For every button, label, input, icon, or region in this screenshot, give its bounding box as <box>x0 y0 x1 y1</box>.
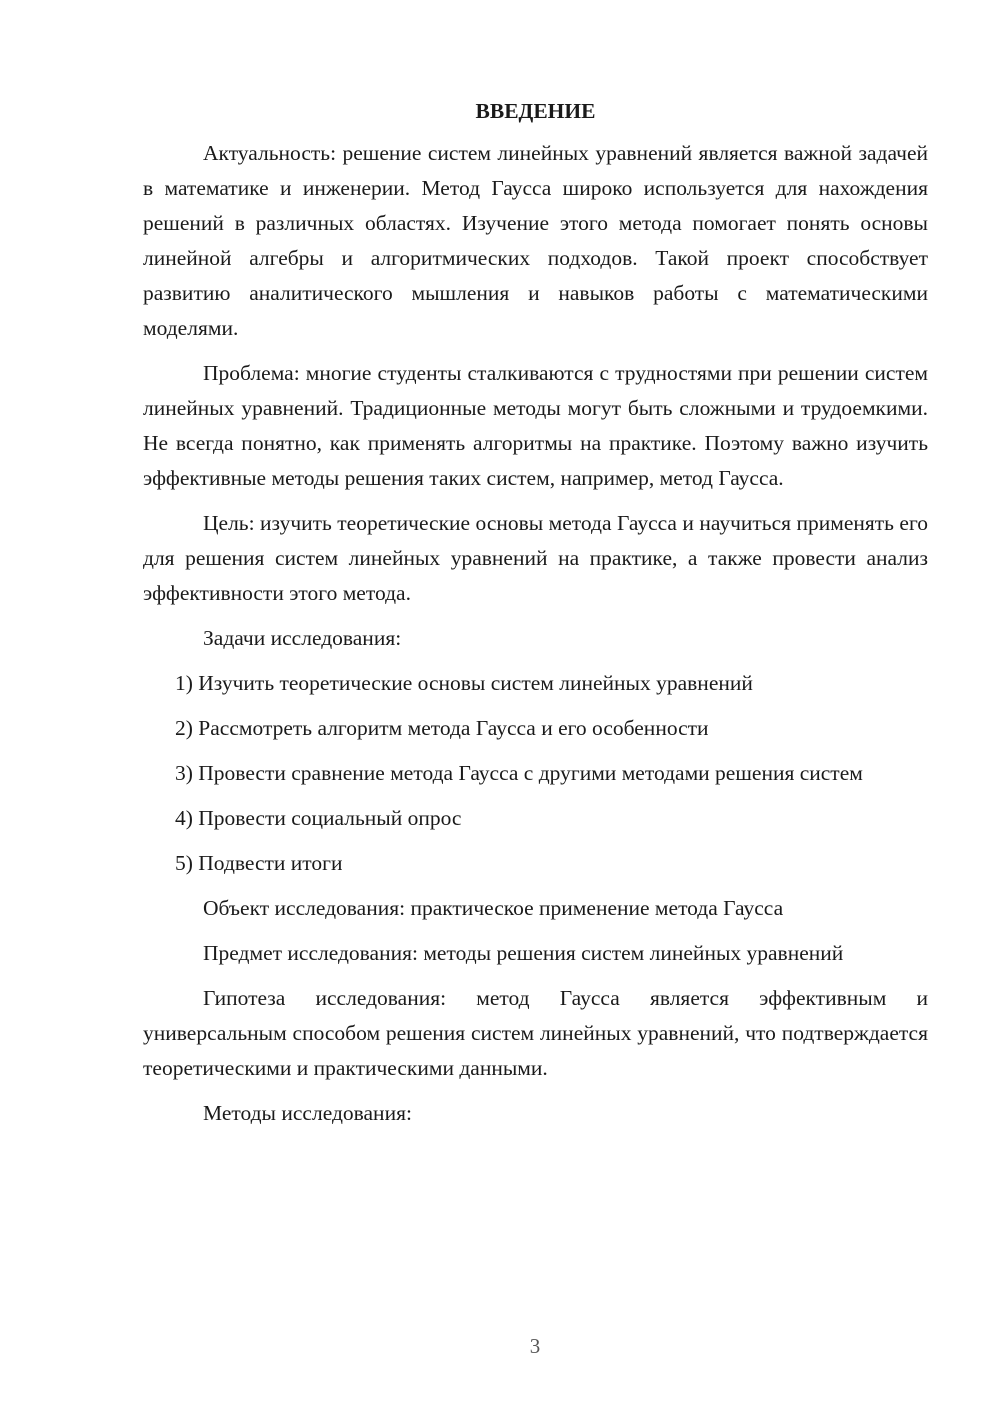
paragraph-object: Объект исследования: практическое применение метода Гаусса <box>203 896 784 920</box>
paragraph-goal: Цель: изучить теоретические основы метода Гаусса и научиться применять его для решения систем линейных уравнений на практике, а также провести анализ эффективности этого метода. <box>143 511 928 605</box>
list-item: 2) Рассмотреть алгоритм метода Гаусса и его особенности <box>175 716 709 740</box>
page-content <box>143 96 928 1141</box>
paragraph-problem: Проблема: многие студенты сталкиваются с трудностями при решении систем линейных уравнений. Традиционные методы могут быть сложными и трудоемкими. Не всегда понятно, как применять алгоритмы на практике. Поэтому важно изучить эффективные методы решения таких систем, например, метод Гаусса. <box>143 361 928 490</box>
paragraph-hypothesis: Гипотеза исследования: метод Гаусса является эффективным и универсальным способом решения систем линейных уравнений, что подтверждается теоретическими и практическими данными. <box>143 986 928 1080</box>
list-item: 4) Провести социальный опрос <box>175 806 462 830</box>
list-item: 5) Подвести итоги <box>175 851 343 875</box>
task-list <box>143 666 928 881</box>
paragraph-methods: Методы исследования: <box>203 1101 412 1125</box>
page-number: 3 <box>529 1334 541 1358</box>
list-item: 1) Изучить теоретические основы систем линейных уравнений <box>175 671 753 695</box>
paragraph-subject: Предмет исследования: методы решения систем линейных уравнений <box>203 941 844 965</box>
paragraph-tasks-intro: Задачи исследования: <box>203 626 402 650</box>
page-title: ВВЕДЕНИЕ <box>475 99 596 123</box>
list-item: 3) Провести сравнение метода Гаусса с другими методами решения систем <box>175 761 863 785</box>
paragraph-relevance: Актуальность: решение систем линейных уравнений является важной задачей в математике и инженерии. Метод Гаусса широко используется для нахождения решений в различных областях. Изучение этого метода помогает понять основы линейной алгебры и алгоритмических подходов. Такой проект способствует развитию аналитического мышления и навыков работы с математическими моделями. <box>143 141 928 340</box>
